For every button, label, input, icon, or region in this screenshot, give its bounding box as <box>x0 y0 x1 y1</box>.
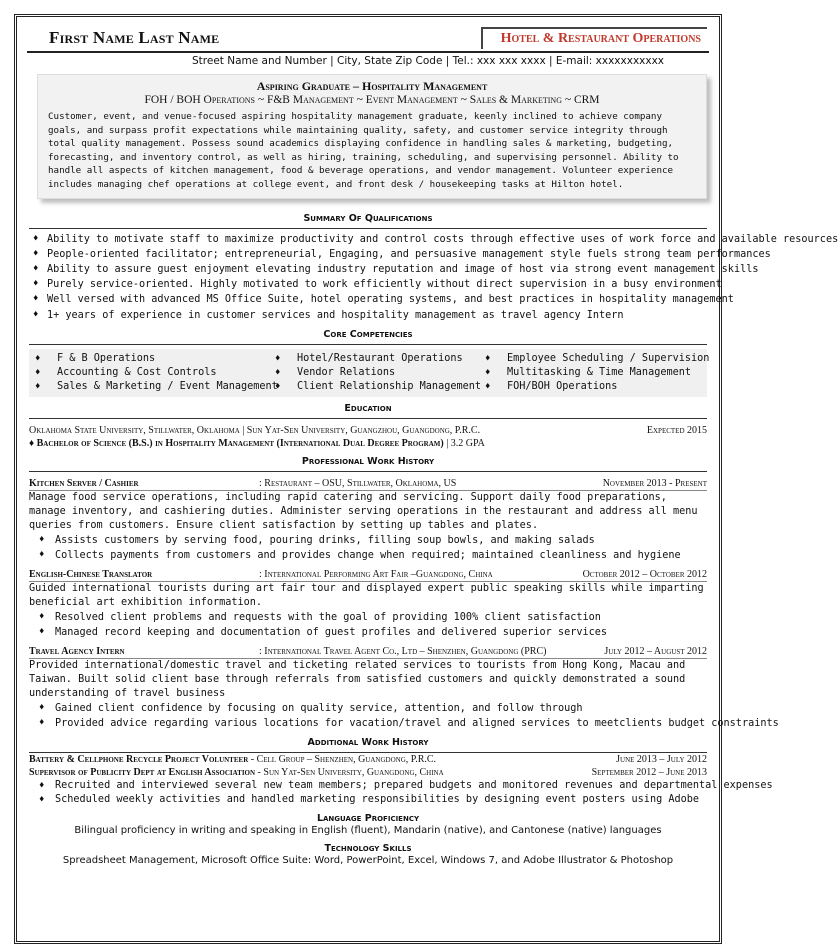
degree-line <box>29 437 707 450</box>
language-text: Bilingual proficiency in writing and speaking in English (fluent), Mandarin (native), and Cantonese (native) languages <box>74 824 662 836</box>
competencies-heading: Core Competencies <box>29 329 707 345</box>
list-item: ♦ Recruited and interviewed several new team members; prepared budgets and monitored revenues and departmental expenses <box>29 779 707 793</box>
job-bullets <box>29 701 779 731</box>
expected-date: Expected 2015 <box>646 424 707 436</box>
list-item: ♦ FOH/BOH Operations <box>479 380 709 394</box>
role-org: - Cell Group – Shenzhen, Guangdong, P.R.C. <box>248 753 437 765</box>
list-item: ♦ F & B Operations <box>29 352 269 366</box>
role-dates: September 2012 – June 2013 <box>591 766 707 778</box>
job-entry <box>29 478 707 563</box>
job-dates: July 2012 – August 2012 <box>604 645 707 657</box>
additional-bullets <box>29 779 773 807</box>
job-header <box>29 569 707 582</box>
list-item: ♦ Provided advice regarding various locations for vacation/travel and aligned services to meetclients budget constraints <box>29 716 707 731</box>
volunteer-row <box>29 753 707 766</box>
profile-title: Aspiring Graduate – Hospitality Management <box>256 79 488 93</box>
list-item: ♦ Hotel/Restaurant Operations <box>269 352 479 366</box>
competencies-grid <box>29 349 710 397</box>
competency-column <box>29 352 278 395</box>
list-item: ♦ Collects payments from customers and provides change when required; maintained cleanliness and hygiene <box>29 548 707 563</box>
job-bullets <box>29 610 707 640</box>
list-item: ♦ Gained client confidence by focusing on quality service, attention, and follow through <box>29 701 707 716</box>
list-item: ♦ Well versed with advanced MS Office Suite, hotel operating systems, and best practices in hospitality management <box>29 292 707 307</box>
competency-column <box>479 352 709 395</box>
work-heading: Professional Work History <box>29 456 707 472</box>
job-title: Travel Agency Intern <box>29 645 125 657</box>
profile-box <box>37 74 707 199</box>
schools: Oklahoma State University, Stillwater, Oklahoma | Sun Yat-Sen University, Guangzhou, Guangdong, P.R.C. <box>29 424 481 436</box>
job-description: Manage food service operations, including rapid catering and servicing. Support daily food preparations, manage inventory, and cashiering duties. Administer serving operations in the restaurant and address all menu queries from customers. Ensure client satisfaction by setting up tables and plates. <box>29 491 698 531</box>
list-item: ♦ Ability to assure guest enjoyment elevating industry reputation and image of host via strong event management skills <box>29 262 707 277</box>
list-item: ♦ Vendor Relations <box>269 366 479 380</box>
list-item: ♦ 1+ years of experience in customer services and hospitality management as travel agency Intern <box>29 308 707 323</box>
contact-line: Street Name and Number | City, State Zip Code | Tel.: xxx xxx xxxx | E-mail: xxxxxxxxxxx <box>191 55 665 67</box>
summary-heading: Summary Of Qualifications <box>29 213 707 229</box>
language-heading: Language Proficiency <box>316 812 420 824</box>
diamond-bullet-icon: ♦ <box>29 437 35 449</box>
profile-summary: Customer, event, and venue-focused aspiring hospitality management graduate, keenly inclined to achieve company goals, and surpass profit expectations while maintaining quality, safety, and customer service integrity through total quality management. Possess sound academics displaying confidence in handling sales & marketing, budgeting, forecasting, and inventory control, as well as hiring, training, scheduling, and supervising personnel. Ability to handle all aspects of kitchen management, food & beverage operations, and vendor management. Volunteer experience includes managing chef operations at college event, and front desk / housekeeping tasks at Hilton hotel. <box>48 111 679 190</box>
list-item: ♦ Sales & Marketing / Event Management <box>29 380 269 394</box>
education-schools-row <box>29 424 707 437</box>
summary-list <box>29 229 838 323</box>
target-role: Hotel & Restaurant Operations <box>500 31 701 46</box>
degree: Bachelor of Science (B.S.) in Hospitality Management (International Dual Degree Program) <box>36 437 444 449</box>
role-title: Supervisor of Publicity Dept at English Association <box>29 766 256 778</box>
list-item: ♦ Employee Scheduling / Supervision <box>479 352 709 366</box>
job-bullets <box>29 533 707 563</box>
competency-column <box>269 352 482 395</box>
list-item: ♦ Multitasking & Time Management <box>479 366 709 380</box>
list-item: ♦ Accounting & Cost Controls <box>29 366 269 380</box>
role-dates: June 2013 – July 2012 <box>616 753 707 765</box>
list-item: ♦ Client Relationship Management <box>269 380 479 394</box>
job-title: English-Chinese Translator <box>29 568 153 580</box>
job-title: Kitchen Server / Cashier <box>29 477 139 489</box>
job-header <box>29 478 707 491</box>
job-employer: : International Performing Art Fair –Guangdong, China <box>259 568 493 580</box>
job-entry <box>29 569 707 640</box>
job-employer: : Restaurant – OSU, Stillwater, Oklahoma, US <box>259 477 457 489</box>
volunteer-row <box>29 766 707 779</box>
profile-subtitle: FOH / BOH Operations ~ F&B Management ~ Event Management ~ Sales & Marketing ~ CRM <box>144 94 600 106</box>
job-header <box>29 646 707 659</box>
education-heading: Education <box>29 403 707 419</box>
list-item: ♦ People-oriented facilitator; entrepreneurial, Engaging, and persuasive management style fuels strong team performances <box>29 247 707 262</box>
job-description: Guided international tourists during art fair tour and displayed expert public speaking skills while imparting beneficial art exhibition information. <box>29 582 704 608</box>
technology-text: Spreadsheet Management, Microsoft Office Suite: Word, PowerPoint, Excel, Windows 7, and Adobe Illustrator & Photoshop <box>62 854 674 866</box>
additional-heading: Additional Work History <box>29 737 707 753</box>
role-title: Battery & Cellphone Recycle Project Volunteer <box>29 753 249 765</box>
list-item: ♦ Scheduled weekly activities and handled marketing responsibilities by designing event posters using Adobe <box>29 793 707 807</box>
resume-header <box>29 17 707 51</box>
job-employer: : International Travel Agent Co., Ltd – Shenzhen, Guangdong (PRC) <box>259 645 547 657</box>
job-dates: November 2013 - Present <box>602 477 707 489</box>
list-item: ♦ Resolved client problems and requests with the goal of providing 100% client satisfaction <box>29 610 707 625</box>
gpa: | 3.2 GPA <box>446 437 485 449</box>
candidate-name: First Name Last Name <box>49 28 220 47</box>
list-item: ♦ Ability to motivate staff to maximize productivity and control costs through effective uses of work force and available resources <box>29 232 707 247</box>
job-dates: October 2012 – October 2012 <box>582 568 707 580</box>
resume-page <box>14 14 838 944</box>
job-description: Provided international/domestic travel and ticketing related services to tourists from Hong Kong, Macau and Taiwan. Built solid client base through referrals from satisfied customers and quickly demonstrated a sound understanding of travel business <box>29 659 686 699</box>
technology-heading: Technology Skills <box>324 842 412 854</box>
role-org: - Sun Yat-Sen University, Guangdong, China <box>255 766 444 778</box>
job-entry <box>29 645 779 731</box>
list-item: ♦ Purely service-oriented. Highly motivated to work efficiently without direct supervision in a busy environment <box>29 277 707 292</box>
additional-work <box>29 753 773 807</box>
list-item: ♦ Assists customers by serving food, pouring drinks, filling soup bowls, and making salads <box>29 533 707 548</box>
list-item: ♦ Managed record keeping and documentation of guest profiles and delivered superior services <box>29 625 707 640</box>
